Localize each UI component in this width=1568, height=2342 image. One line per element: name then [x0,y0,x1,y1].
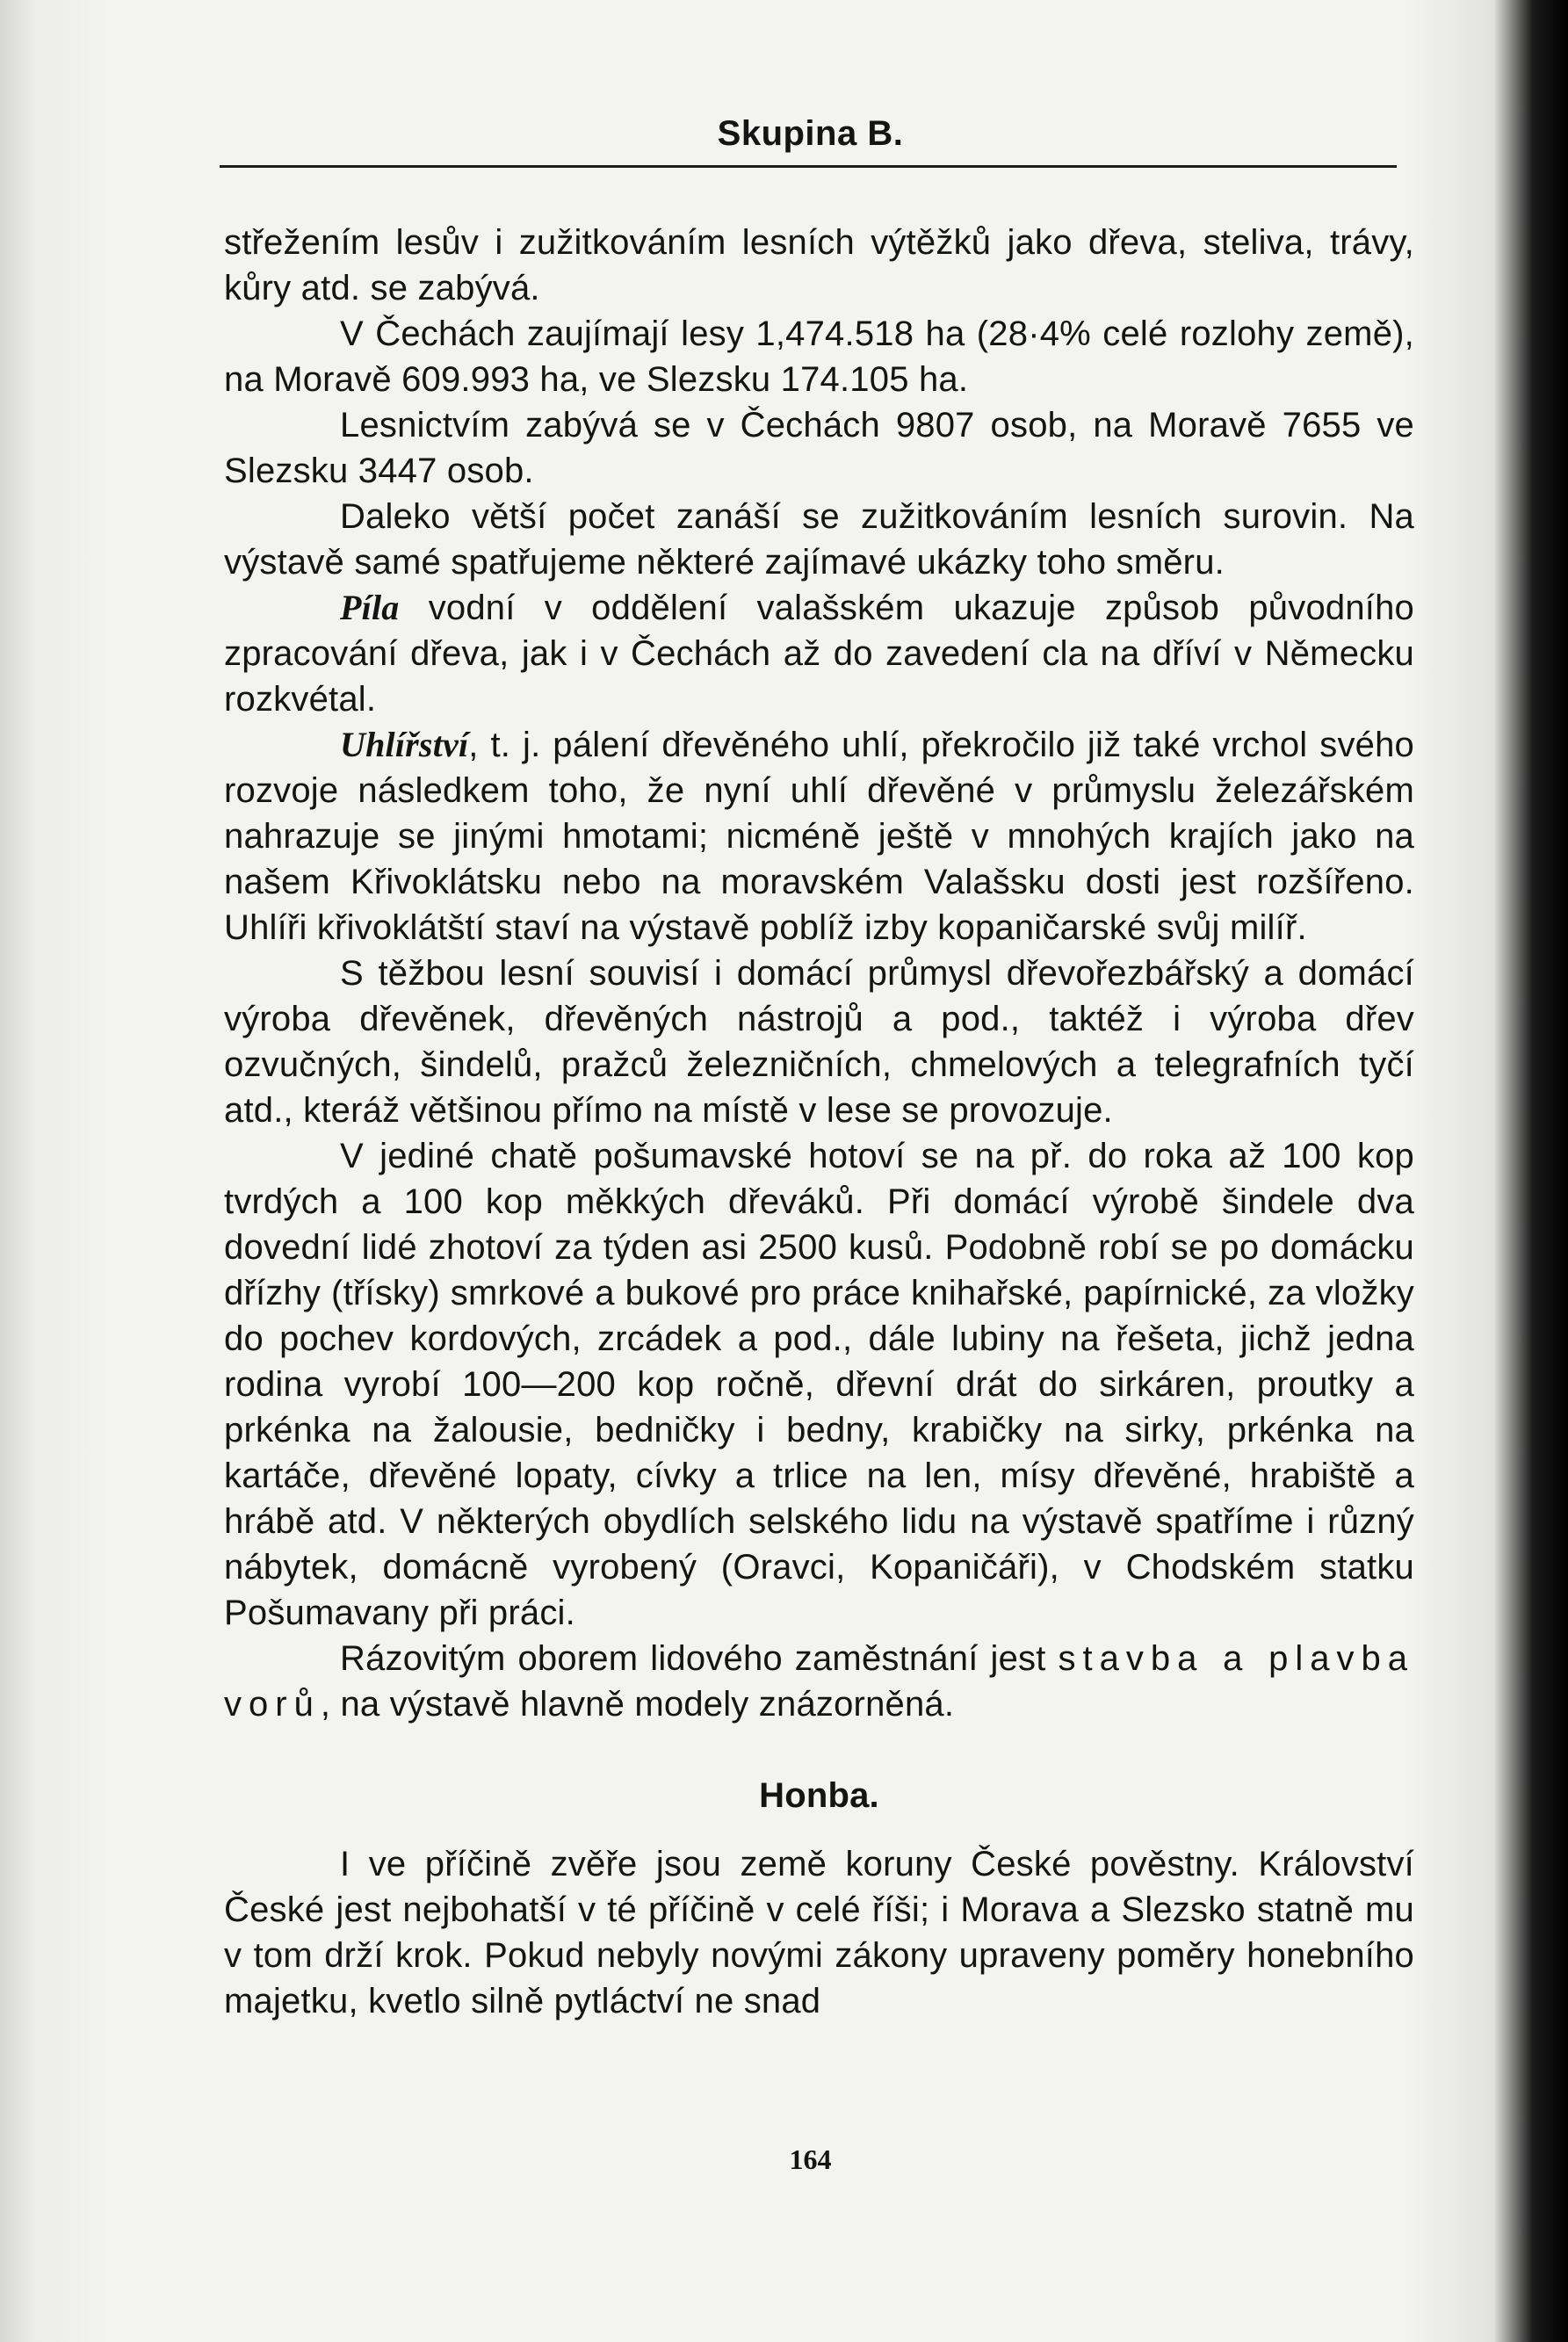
term-uhlirstvi: Uhlířství [340,725,469,764]
paragraph-sawmill [224,585,1414,722]
section-title: Honba. [759,1776,879,1815]
running-head: Skupina B. [717,114,904,153]
paragraph-text: vodní v oddělení valašském ukazuje způsob původního zpracování dřeva, jak i v Čechách až do zavedení cla na dříví v Německu rozkvétal. [224,589,1414,719]
spaced-term: stavba a plavba vorů [224,1639,1414,1724]
paragraph-raw-materials: Daleko větší počet zanáší se zužitkováním lesních surovin. Na výstavě samé spatřujeme některé zajímavé ukázky toho směru. [224,497,1414,582]
paragraph-charcoal [224,722,1414,951]
paragraph-rafting [224,1636,1414,1727]
paragraph-woodcarving: S těžbou lesní souvisí i domácí průmysl dřevořezbářský a domácí výroba dřevěnek, dřevěných nástrojů a pod., taktéž i výroba dřev ozvučných, šindelů, pražců železničních, chmelových a telegrafních tyčí atd., kteráž většinou přímo na místě v lese se provozuje. [224,954,1414,1130]
body-text [224,220,1414,2024]
header-rule [220,165,1397,168]
term-pila: Píla [340,588,400,627]
page-number: 164 [789,2143,832,2175]
paragraph-forestry-workers: Lesnictvím zabývá se v Čechách 9807 osob, na Moravě 7655 ve Slezsku 3447 osob. [224,406,1414,490]
paragraph-text: , na výstavě hlavně modely znázorněná. [320,1685,955,1724]
paragraph-continuation: střežením lesův i zužitkováním lesních výtěžků jako dřeva, steliva, trávy, kůry atd. se zabývá. [224,223,1414,307]
paragraph-text: , t. j. pálení dřevěného uhlí, překročilo již také vrchol svého rozvoje následkem toho, že nyní uhlí dřevěné v průmyslu železářském nahrazuje se jinými hmotami; nicméně ještě v mnohých krajích jako na našem Křivoklátsku nebo na moravském Valašsku dosti jest rozšířeno. Uhlíři křivoklátští staví na výstavě poblíž izby kopaničarské svůj milíř. [224,726,1414,947]
paragraph-forest-area: V Čechách zaujímají lesy 1,474.518 ha (28·4% celé rozlohy země), na Moravě 609.993 ha, ve Slezsku 174.105 ha. [224,314,1414,399]
paragraph-text: Rázovitým oborem lidového zaměstnání jest [340,1639,1059,1678]
paragraph-home-production: V jediné chatě pošumavské hotoví se na př. do roka až 100 kop tvrdých a 100 kop měkkých dřeváků. Při domácí výrobě šindele dva dovední lidé zhotoví za týden asi 2500 kusů. Podobně robí se po domácku dřízhy (třísky) smrkové a bukové pro práce knihařské, papírnické, za vložky do pochev kordových, zrcádek a pod., dále lubiny na řešeta, jichž jedna rodina vyrobí 100—200 kop ročně, dřevní drát do sirkáren, proutky a prkénka na žalousie, bedničky i bedny, krabičky na sirky, prkénka na kartáče, dřevěné lopaty, cívky a trlice na len, mísy dřevěné, hrabiště a hrábě atd. V některých obydlích selského lidu na výstavě spatříme i různý nábytek, domácně vyrobený (Oravci, Kopaničáři), v Chodském statku Pošumavany při práci. [224,1137,1414,1632]
paragraph-hunting: I ve příčině zvěře jsou země koruny České pověstny. Království České jest nejbohatší v té příčině v celé říši; i Morava a Slezsko statně mu v tom drží krok. Pokud nebyly novými zákony upraveny poměry honebního majetku, kvetlo silně pytláctví ne snad [224,1845,1414,2020]
